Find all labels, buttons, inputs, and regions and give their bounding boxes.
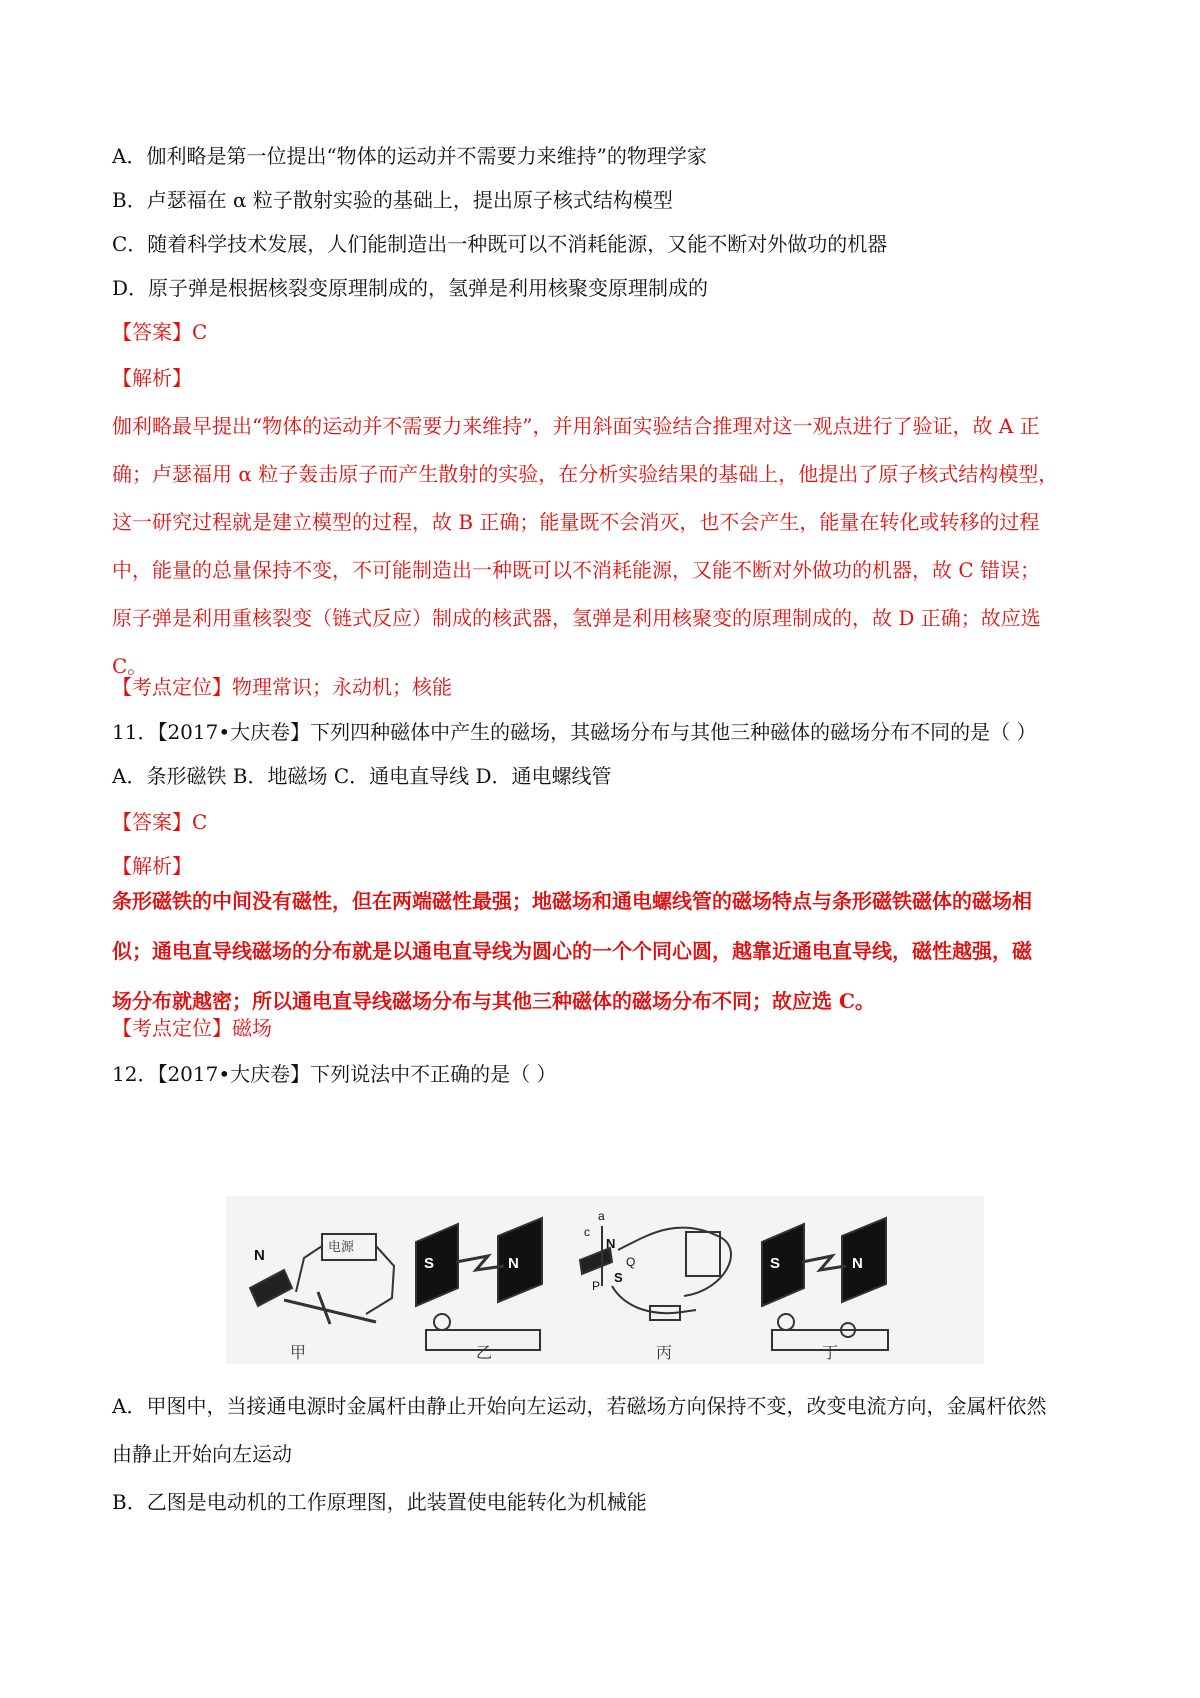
label-s-yi: S <box>424 1255 435 1272</box>
q10-analysis-line: 这一研究过程就是建立模型的过程，故 B 正确；能量既不会消灭，也不会产生，能量在转化或转移的过程 <box>112 510 1040 534</box>
q10-keypoint: 【考点定位】物理常识；永动机；核能 <box>112 675 452 699</box>
label-q-bing: Q <box>626 1255 636 1269</box>
figure-label-ding: 丁 <box>822 1343 839 1362</box>
label-s-bing: S <box>614 1270 623 1285</box>
q10-answer: 【答案】C <box>112 320 208 344</box>
q10-analysis-line: C。 <box>112 654 148 678</box>
coil-yi <box>456 1256 504 1270</box>
wire-bing-2 <box>612 1286 696 1313</box>
q11-analysis-label: 【解析】 <box>112 854 192 878</box>
q10-analysis <box>112 402 1102 690</box>
q10-option-b: B．卢瑟福在 α 粒子散射实验的基础上，提出原子核式结构模型 <box>112 188 673 212</box>
commutator-yi <box>434 1314 450 1330</box>
figure-label-bing: 丙 <box>656 1343 673 1362</box>
q10-analysis-line: 中，能量的总量保持不变，不可能制造出一种既可以不消耗能源，又能不断对外做功的机器，故 C 错误； <box>112 558 1041 582</box>
rail-jia <box>284 1300 376 1322</box>
label-n-bing: N <box>606 1236 616 1251</box>
label-c-bing: c <box>584 1225 590 1239</box>
q12-figure <box>226 1196 984 1364</box>
q10-analysis-line: 确；卢瑟福用 α 粒子轰击原子而产生散射的实验，在分析实验结果的基础上，他提出了原子核式结构模型， <box>112 462 1059 486</box>
figure-label-jia: 甲 <box>290 1343 307 1362</box>
q12-stem: 12．【2017•大庆卷】下列说法中不正确的是（ ） <box>112 1062 557 1086</box>
label-power-jia: 电源 <box>328 1239 355 1254</box>
q11-analysis-line: 条形磁铁的中间没有磁性，但在两端磁性最强；地磁场和通电螺线管的磁场特点与条形磁铁磁体的磁场相 <box>112 889 1032 913</box>
q11-analysis <box>112 876 1102 1026</box>
label-n-yi: N <box>508 1255 519 1272</box>
magnet-s-ding <box>762 1224 804 1306</box>
q12-option-b: B．乙图是电动机的工作原理图，此装置使电能转化为机械能 <box>112 1490 647 1514</box>
label-n-ding: N <box>852 1255 863 1272</box>
q10-option-c: C．随着科学技术发展，人们能制造出一种既可以不消耗能源，又能不断对外做功的机器 <box>112 232 888 256</box>
coil-ding <box>802 1256 846 1270</box>
q11-options: A．条形磁铁 B．地磁场 C．通电直导线 D．通电螺线管 <box>112 764 612 788</box>
q12-figure-drawing <box>226 1196 984 1364</box>
q10-analysis-line: 伽利略最早提出“物体的运动并不需要力来维持”，并用斜面实验结合推理对这一观点进行了验证，故 A 正 <box>112 414 1040 438</box>
label-a-bing: a <box>598 1209 605 1223</box>
label-p-bing: P <box>592 1279 601 1293</box>
magnet-bing <box>580 1248 612 1274</box>
q10-analysis-line: 原子弹是利用重核裂变（链式反应）制成的核武器，氢弹是利用核聚变的原理制成的，故 D 正确；故应选 <box>112 606 1041 630</box>
label-s-ding: S <box>770 1255 781 1272</box>
q11-answer: 【答案】C <box>112 810 208 834</box>
magnet-s-yi <box>416 1224 458 1306</box>
wire-jia <box>296 1246 394 1314</box>
figure-label-yi: 乙 <box>476 1343 493 1362</box>
q10-option-d: D．原子弹是根据核裂变原理制成的，氢弹是利用核聚变原理制成的 <box>112 276 709 300</box>
q10-analysis-label: 【解析】 <box>112 366 192 390</box>
commutator-ding <box>778 1314 794 1330</box>
meter-bing <box>686 1232 720 1276</box>
magnet-n-yi <box>498 1218 542 1302</box>
label-n-jia: N <box>254 1247 265 1264</box>
q12-option-a-line1: A．甲图中，当接通电源时金属杆由静止开始向左运动，若磁场方向保持不变，改变电流方向，金属杆依然 <box>112 1394 1047 1418</box>
q11-analysis-line: 场分布就越密；所以通电直导线磁场分布与其他三种磁体的磁场分布不同；故应选 C。 <box>112 989 875 1013</box>
magnet-n-ding <box>842 1218 886 1302</box>
q11-keypoint: 【考点定位】磁场 <box>112 1016 272 1040</box>
q11-analysis-line: 似；通电直导线磁场的分布就是以通电直导线为圆心的一个个同心圆，越靠近通电直导线，磁性越强，磁 <box>112 939 1032 963</box>
q11-stem: 11．【2017•大庆卷】下列四种磁体中产生的磁场，其磁场分布与其他三种磁体的磁场分布不同的是（ ） <box>112 720 1037 744</box>
q10-option-a: A．伽利略是第一位提出“物体的运动并不需要力来维持”的物理学家 <box>112 144 707 168</box>
q12-option-a-line2: 由静止开始向左运动 <box>112 1442 292 1466</box>
